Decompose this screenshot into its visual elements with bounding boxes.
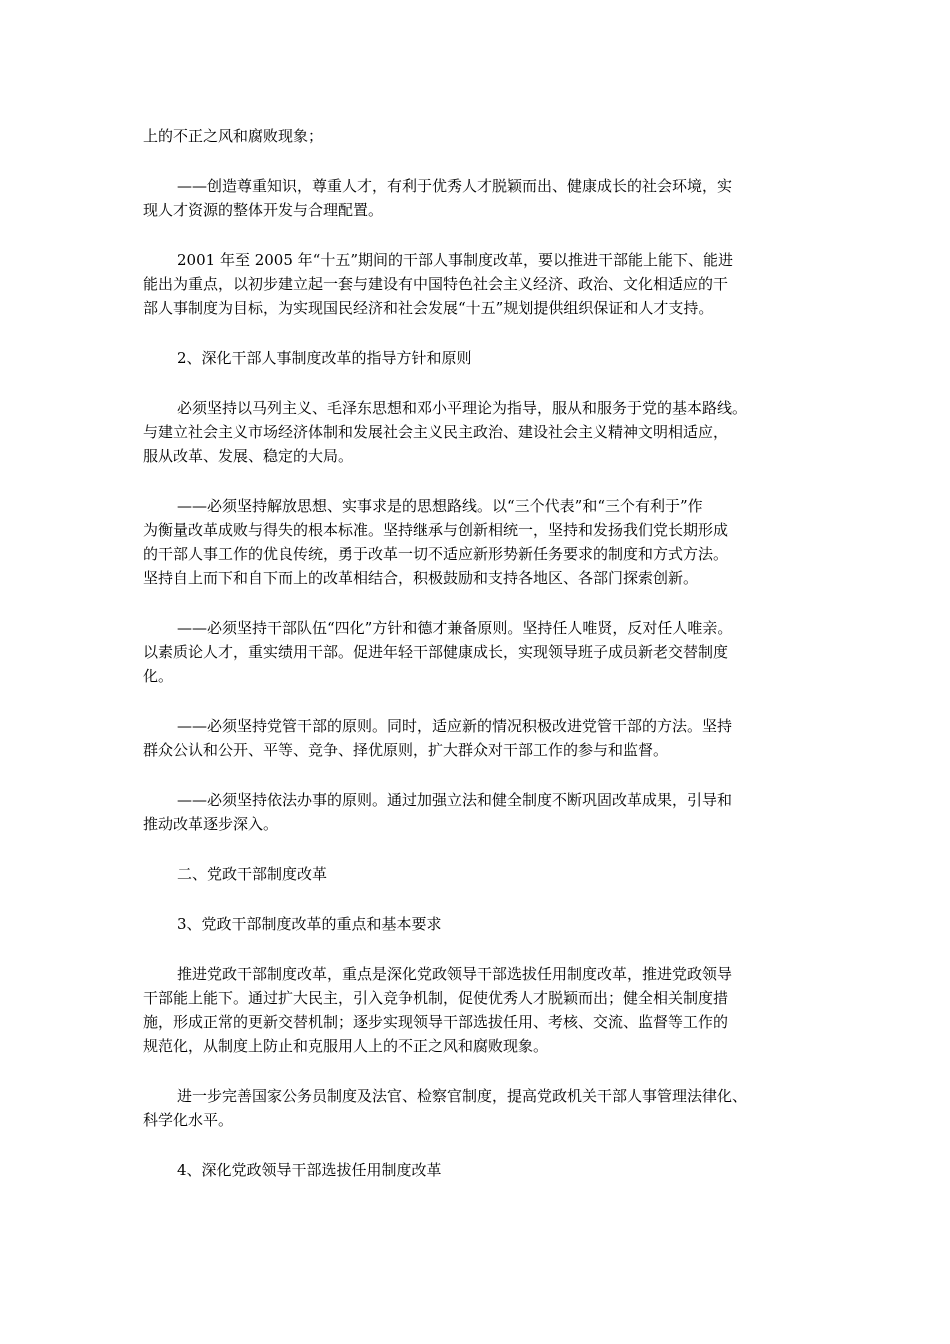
text-line: 化。 <box>143 667 174 685</box>
text-line: 以素质论人才，重实绩用干部。促进年轻干部健康成长，实现领导班子成员新老交替制度 <box>143 643 729 661</box>
text-line: ——必须坚持依法办事的原则。通过加强立法和健全制度不断巩固改革成果，引导和 <box>177 791 733 809</box>
paragraph <box>143 174 813 222</box>
paragraph <box>143 962 813 1058</box>
text-line: ——必须坚持干部队伍“四化”方针和德才兼备原则。坚持任人唯贤，反对任人唯亲。 <box>177 619 733 637</box>
text-line: 群众公认和公开、平等、竞争、择优原则，扩大群众对干部工作的参与和监督。 <box>143 741 669 759</box>
text-line: 为衡量改革成败与得失的根本标准。坚持继承与创新相统一，坚持和发扬我们党长期形成 <box>143 521 729 539</box>
text-line: 能出为重点，以初步建立起一套与建设有中国特色社会主义经济、政治、文化相适应的干 <box>143 275 729 293</box>
section-heading <box>143 862 813 886</box>
text-line: ——必须坚持解放思想、实事求是的思想路线。以“三个代表”和“三个有利于”作 <box>177 497 703 515</box>
text-line: 3、党政干部制度改革的重点和基本要求 <box>177 915 442 933</box>
paragraph <box>143 494 813 590</box>
text-line: 部人事制度为目标，为实现国民经济和社会发展“十五”规划提供组织保证和人才支持。 <box>143 299 714 317</box>
text-line: 的干部人事工作的优良传统，勇于改革一切不适应新形势新任务要求的制度和方式方法。 <box>143 545 729 563</box>
text-line: 规范化，从制度上防止和克服用人上的不正之风和腐败现象。 <box>143 1037 549 1055</box>
section-heading <box>143 1158 813 1182</box>
paragraph <box>143 1084 813 1132</box>
document-body <box>143 124 813 1208</box>
paragraph <box>143 788 813 836</box>
text-line: 科学化水平。 <box>143 1111 234 1129</box>
text-line: 施，形成正常的更新交替机制；逐步实现领导干部选拔任用、考核、交流、监督等工作的 <box>143 1013 729 1031</box>
text-line: 服从改革、发展、稳定的大局。 <box>143 447 354 465</box>
text-line: 现人才资源的整体开发与合理配置。 <box>143 201 384 219</box>
paragraph <box>143 714 813 762</box>
text-line: 坚持自上而下和自下而上的改革相结合，积极鼓励和支持各地区、各部门探索创新。 <box>143 569 699 587</box>
text-line: 二、党政干部制度改革 <box>177 865 328 883</box>
text-line: 干部能上能下。通过扩大民主，引入竞争机制，促使优秀人才脱颖而出；健全相关制度措 <box>143 989 729 1007</box>
text-line: 必须坚持以马列主义、毛泽东思想和邓小平理论为指导，服从和服务于党的基本路线。 <box>177 399 748 417</box>
text-line: 2001 年至 2005 年“十五”期间的干部人事制度改革，要以推进干部能上能下、能进 <box>177 251 733 269</box>
section-heading <box>143 912 813 936</box>
text-line: 推动改革逐步深入。 <box>143 815 279 833</box>
text-line: ——必须坚持党管干部的原则。同时，适应新的情况积极改进党管干部的方法。坚持 <box>177 717 733 735</box>
paragraph <box>143 248 813 320</box>
text-line: 4、深化党政领导干部选拔任用制度改革 <box>177 1161 442 1179</box>
paragraph <box>143 396 813 468</box>
text-line: 上的不正之风和腐败现象； <box>143 127 324 145</box>
text-line: 推进党政干部制度改革，重点是深化党政领导干部选拔任用制度改革，推进党政领导 <box>177 965 733 983</box>
text-line: 与建立社会主义市场经济体制和发展社会主义民主政治、建设社会主义精神文明相适应， <box>143 423 729 441</box>
text-line: 2、深化干部人事制度改革的指导方针和原则 <box>177 349 472 367</box>
section-heading <box>143 346 813 370</box>
text-line: ——创造尊重知识，尊重人才，有利于优秀人才脱颖而出、健康成长的社会环境，实 <box>177 177 733 195</box>
paragraph <box>143 124 813 148</box>
paragraph <box>143 616 813 688</box>
text-line: 进一步完善国家公务员制度及法官、检察官制度，提高党政机关干部人事管理法律化、 <box>177 1087 748 1105</box>
